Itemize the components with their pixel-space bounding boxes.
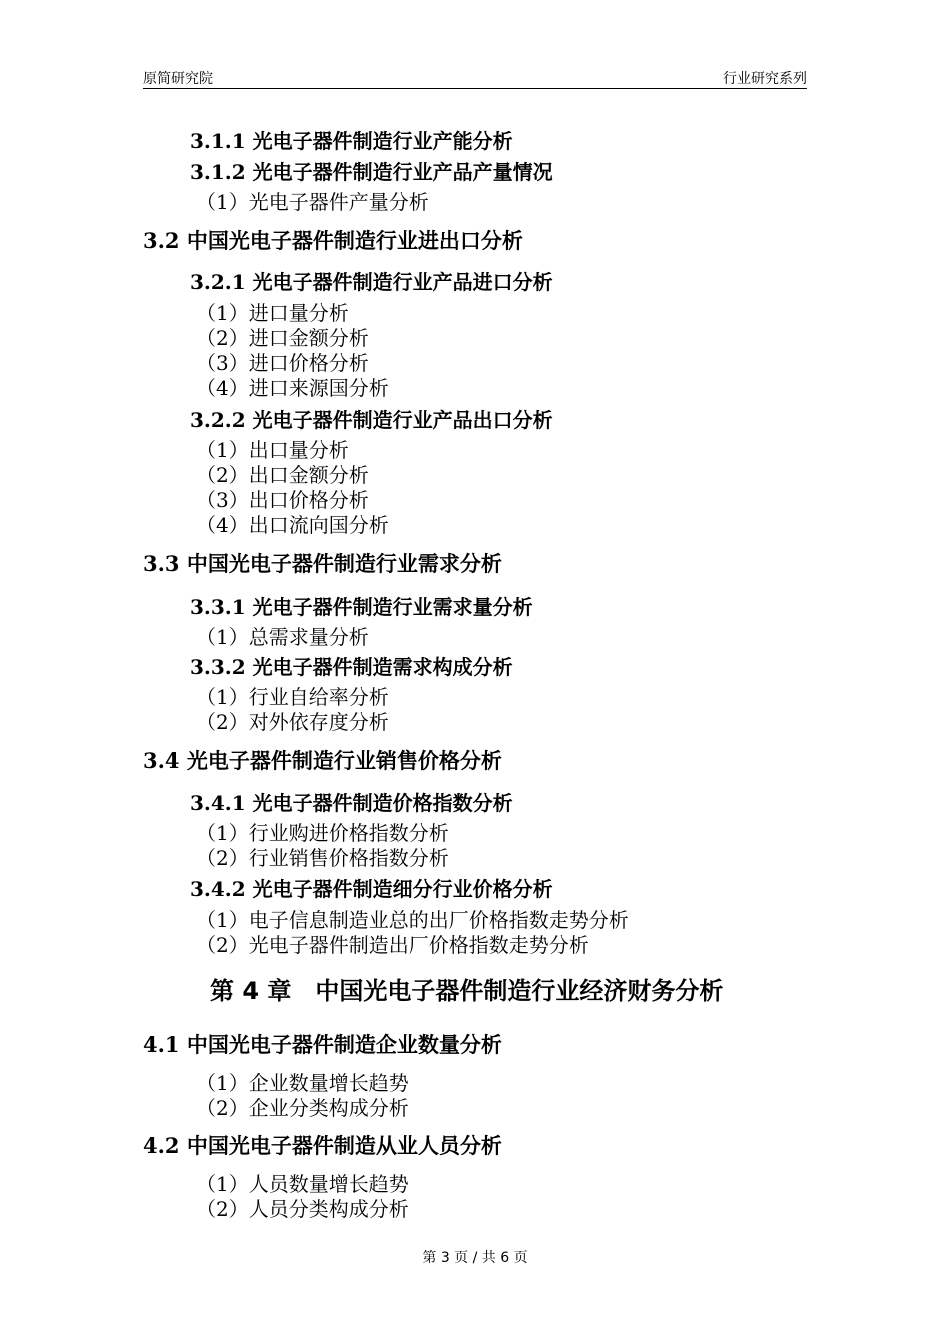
toc-item: （1）出口量分析 — [196, 438, 349, 462]
chapter-heading-4: 第 4 章 中国光电子器件制造行业经济财务分析 — [210, 977, 724, 1005]
page-header — [143, 66, 807, 89]
toc-item: （2）行业销售价格指数分析 — [196, 846, 449, 870]
toc-item: （4）进口来源国分析 — [196, 376, 389, 400]
toc-item: （1）总需求量分析 — [196, 625, 369, 649]
toc-item: （1）电子信息制造业总的出厂价格指数走势分析 — [196, 908, 629, 932]
toc-entry-3-1-2: 3.1.2 光电子器件制造行业产品产量情况 — [190, 160, 553, 184]
toc-item: （1）光电子器件产量分析 — [196, 190, 429, 214]
toc-section-3-2: 3.2 中国光电子器件制造行业进出口分析 — [143, 228, 523, 253]
toc-item: （2）进口金额分析 — [196, 326, 369, 350]
toc-item: （2）出口金额分析 — [196, 463, 369, 487]
toc-item: （3）出口价格分析 — [196, 488, 369, 512]
toc-entry-3-2-1: 3.2.1 光电子器件制造行业产品进口分析 — [190, 270, 553, 294]
page-number: 第 3 页 / 共 6 页 — [422, 1250, 528, 1266]
toc-item: （2）企业分类构成分析 — [196, 1096, 409, 1120]
toc-item: （1）企业数量增长趋势 — [196, 1071, 409, 1095]
toc-entry-3-3-2: 3.3.2 光电子器件制造需求构成分析 — [190, 655, 513, 679]
toc-item: （1）人员数量增长趋势 — [196, 1172, 409, 1196]
toc-entry-3-4-1: 3.4.1 光电子器件制造价格指数分析 — [190, 791, 513, 815]
toc-section-3-3: 3.3 中国光电子器件制造行业需求分析 — [143, 551, 502, 576]
toc-item: （2）人员分类构成分析 — [196, 1197, 409, 1221]
toc-item: （1）行业自给率分析 — [196, 685, 389, 709]
toc-entry-3-2-2: 3.2.2 光电子器件制造行业产品出口分析 — [190, 408, 553, 432]
toc-item: （2）光电子器件制造出厂价格指数走势分析 — [196, 933, 589, 957]
toc-item: （1）进口量分析 — [196, 301, 349, 325]
toc-entry-3-3-1: 3.3.1 光电子器件制造行业需求量分析 — [190, 595, 533, 619]
toc-item: （3）进口价格分析 — [196, 351, 369, 375]
toc-item: （2）对外依存度分析 — [196, 710, 389, 734]
toc-entry-3-4-2: 3.4.2 光电子器件制造细分行业价格分析 — [190, 877, 553, 901]
toc-section-4-1: 4.1 中国光电子器件制造企业数量分析 — [143, 1032, 502, 1057]
toc-section-3-4: 3.4 光电子器件制造行业销售价格分析 — [143, 748, 502, 773]
toc-item: （1）行业购进价格指数分析 — [196, 821, 449, 845]
header-left-org: 原简研究院 — [143, 71, 213, 87]
header-right-series: 行业研究系列 — [723, 71, 807, 87]
toc-section-4-2: 4.2 中国光电子器件制造从业人员分析 — [143, 1133, 502, 1158]
toc-entry-3-1-1: 3.1.1 光电子器件制造行业产能分析 — [190, 129, 513, 153]
toc-item: （4）出口流向国分析 — [196, 513, 389, 537]
